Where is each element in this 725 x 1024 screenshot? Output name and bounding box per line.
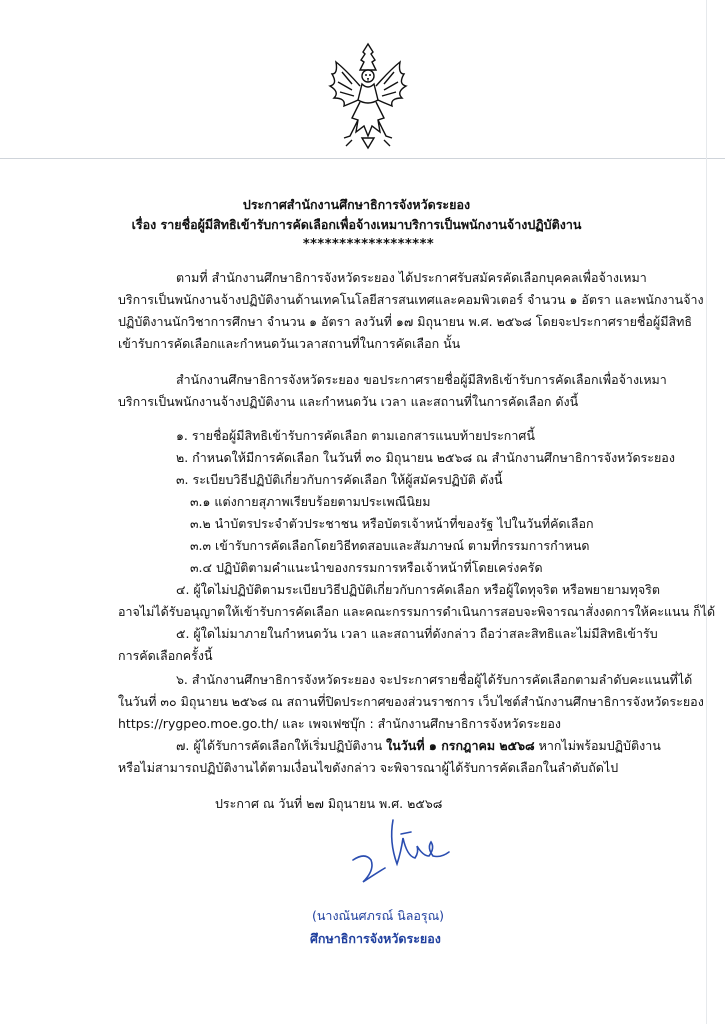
- item-6-line3: https://rygpeo.moe.go.th/ และ เพจเฟซบุ๊ก : สำนักงานศึกษาธิการจังหวัดระยอง: [118, 716, 561, 731]
- item-7-line2: หรือไม่สามารถปฏิบัติงานได้ตามเงื่อนไขดังกล่าว จะพิจารณาผู้ได้รับการคัดเลือกในลำดับถัดไป: [118, 760, 619, 775]
- item-3-3: ๓.๓ เข้ารับการคัดเลือกโดยวิธีทดสอบและสัมภาษณ์ ตามที่กรรมการกำหนด: [190, 538, 590, 553]
- document-title: ประกาศสำนักงานศึกษาธิการจังหวัดระยอง: [242, 197, 471, 212]
- paragraph1-line1: ตามที่ สำนักงานศึกษาธิการจังหวัดระยอง ได้ประกาศรับสมัครคัดเลือกบุคคลเพื่อจ้างเหมา: [176, 270, 647, 285]
- item-5-line1: ๕. ผู้ใดไม่มาภายในกำหนดวัน เวลา และสถานที่ดังกล่าว ถือว่าสละสิทธิและไม่มีสิทธิเข้ารับ: [176, 626, 658, 641]
- item-7-prefix: ๗. ผู้ได้รับการคัดเลือกให้เริ่มปฏิบัติงาน: [176, 738, 387, 753]
- signatory-name: (นางณันศภรณ์ นิลอรุณ): [312, 908, 445, 923]
- item-7-line1: [176, 738, 661, 754]
- item-6-line1: ๖. สำนักงานศึกษาธิการจังหวัดระยอง จะประกาศรายชื่อผู้ได้รับการคัดเลือกตามลำดับคะแนนที่ได้: [176, 672, 693, 687]
- item-4-line2: อาจไม่ได้รับอนุญาตให้เข้ารับการคัดเลือก และคณะกรรมการดำเนินการสอบจะพิจารณาสั่งงดการให้คะแนน ก็ได้: [118, 604, 716, 619]
- item-4-line1: ๔. ผู้ใดไม่ปฏิบัติตามระเบียบวิธีปฏิบัติเกี่ยวกับการคัดเลือก หรือผู้ใดทุจริต หรือพยายามทุจริต: [176, 582, 661, 597]
- paragraph2-line1: สำนักงานศึกษาธิการจังหวัดระยอง ขอประกาศรายชื่อผู้มีสิทธิเข้ารับการคัดเลือกเพื่อจ้างเหมา: [176, 372, 667, 387]
- paragraph1-line2: บริการเป็นพนักงานจ้างปฏิบัติงานด้านเทคโนโลยีสารสนเทศและคอมพิวเตอร์ จำนวน ๑ อัตรา และพนักงานจ้าง: [118, 292, 704, 307]
- paragraph1-line4: เข้ารับการคัดเลือกและกำหนดวันเวลาสถานที่ในการคัดเลือก นั้น: [118, 336, 461, 351]
- scan-edge-line: [706, 0, 707, 1024]
- item-6-line2: ในวันที่ ๓๐ มิถุนายน ๒๕๖๘ ณ สถานที่ปิดประกาศของส่วนราชการ เว็บไซต์สำนักงานศึกษาธิการจังหวัดระยอง: [118, 694, 704, 709]
- item-7-start-date: ในวันที่ ๑ กรกฎาคม ๒๕๖๘: [386, 738, 535, 753]
- item-1: ๑. รายชื่อผู้มีสิทธิเข้ารับการคัดเลือก ตามเอกสารแนบท้ายประกาศนี้: [176, 428, 535, 443]
- item-7-suffix: หากไม่พร้อมปฏิบัติงาน: [534, 738, 661, 753]
- paragraph1-line3: ปฏิบัติงานนักวิชาการศึกษา จำนวน ๑ อัตรา ลงวันที่ ๑๗ มิถุนายน พ.ศ. ๒๕๖๘ โดยจะประกาศรายชื่อผู้มีสิทธิ: [118, 314, 692, 329]
- announce-date: ประกาศ ณ วันที่ ๒๗ มิถุนายน พ.ศ. ๒๕๖๘: [215, 796, 443, 811]
- signatory-position: ศึกษาธิการจังหวัดระยอง: [310, 931, 441, 946]
- item-3-2: ๓.๒ นำบัตรประจำตัวประชาชน หรือบัตรเจ้าหน้าที่ของรัฐ ไปในวันที่คัดเลือก: [190, 516, 594, 531]
- item-3-1: ๓.๑ แต่งกายสุภาพเรียบร้อยตามประเพณีนิยม: [190, 494, 431, 509]
- separator-stars: ******************: [302, 237, 435, 252]
- garuda-emblem-icon: [322, 40, 414, 152]
- document-subject: เรื่อง รายชื่อผู้มีสิทธิเข้ารับการคัดเลือกเพื่อจ้างเหมาบริการเป็นพนักงานจ้างปฏิบัติงาน: [131, 217, 582, 232]
- item-2: ๒. กำหนดให้มีการคัดเลือก ในวันที่ ๓๐ มิถุนายน ๒๕๖๘ ณ สำนักงานศึกษาธิการจังหวัดระยอง: [176, 450, 675, 465]
- item-3-4: ๓.๔ ปฏิบัติตามคำแนะนำของกรรมการหรือเจ้าหน้าที่โดยเคร่งครัด: [190, 560, 543, 575]
- item-3: ๓. ระเบียบวิธีปฏิบัติเกี่ยวกับการคัดเลือก ให้ผู้สมัครปฏิบัติ ดังนี้: [176, 472, 503, 487]
- item-5-line2: การคัดเลือกครั้งนี้: [118, 648, 213, 663]
- scan-divider-line: [0, 158, 725, 159]
- signature-mark: [345, 812, 455, 888]
- paragraph2-line2: บริการเป็นพนักงานจ้างปฏิบัติงาน และกำหนดวัน เวลา และสถานที่ในการคัดเลือก ดังนี้: [118, 394, 579, 409]
